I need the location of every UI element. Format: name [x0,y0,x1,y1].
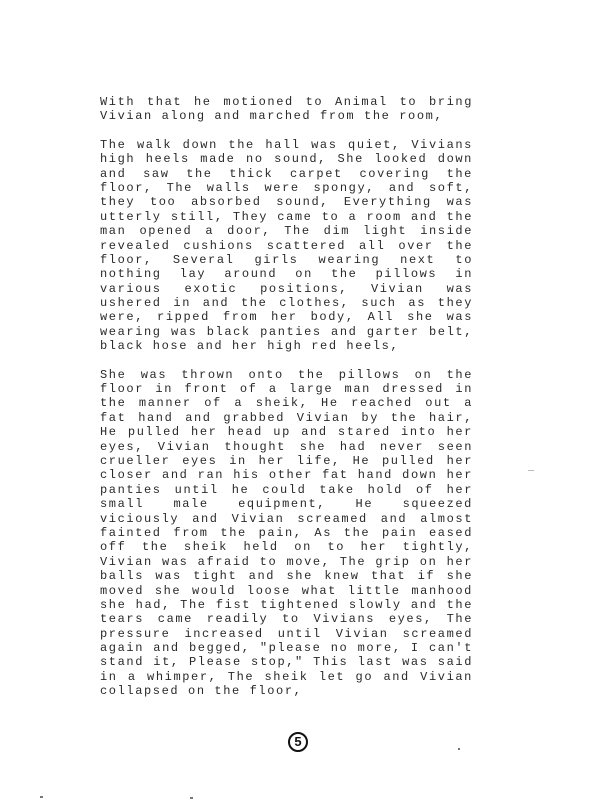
text-line: tears came readily to Vivians eyes, The [100,612,473,627]
text-line: floor, Several girls wearing next to [100,252,473,267]
text-line: high heels made no sound, She looked down [100,152,473,167]
text-line: viciously and Vivian screamed and almost [100,511,473,526]
text-line: again and begged, "please no more, I can't [100,641,473,656]
text-line: eyes, Vivian thought she had never seen [100,439,473,454]
text-line: various exotic positions, Vivian was [100,281,473,296]
text-line: fat hand and grabbed Vivian by the hair, [100,410,473,425]
text-line: she had, The fist tightened slowly and the [100,597,473,612]
paragraph [100,95,473,124]
text-line: stand it, Please stop," This last was said [100,655,473,670]
text-line: and saw the thick carpet covering the [100,166,473,181]
scan-speck [190,797,193,799]
text-line: wearing was black panties and garter belt, [100,324,473,339]
scan-speck [528,470,534,471]
page-number: 5 [288,732,308,752]
text-line: He pulled her head up and stared into her [100,425,473,440]
text-line: in a whimper, The sheik let go and Vivian [100,669,473,684]
text-line: moved she would loose what little manhood [100,583,473,598]
text-line: revealed cushions scattered all over the [100,238,473,253]
document-body [100,95,473,713]
text-line: Vivian along and marched from the room, [100,109,444,124]
text-line: Vivian was afraid to move, The grip on her [100,554,473,569]
paragraph [100,138,473,354]
text-line: man opened a door, The dim light inside [100,224,473,239]
text-line: balls was tight and she knew that if she [100,569,473,584]
text-line: crueller eyes in her life, He pulled her [100,453,473,468]
text-line: floor in front of a large man dressed in [100,382,473,397]
text-line: nothing lay around on the pillows in [100,267,473,282]
text-line: fainted from the pain, As the pain eased [100,525,473,540]
text-line: small male equipment, He squeezed [100,497,473,512]
text-line: the manner of a sheik, He reached out a [100,396,473,411]
text-line: The walk down the hall was quiet, Vivians [100,137,473,152]
text-line: floor, The walls were spongy, and soft, [100,180,473,195]
text-line: were, ripped from her body, All she was [100,310,473,325]
paragraph [100,368,473,699]
text-line: With that he motioned to Animal to bring [100,95,473,109]
text-line: She was thrown onto the pillows on the [100,367,473,382]
text-line: off the sheik held on to her tightly, [100,540,473,555]
scan-speck [40,796,43,798]
text-line: collapsed on the floor, [100,684,303,699]
text-line: they too absorbed sound, Everything was [100,195,473,210]
scan-speck [458,748,460,750]
text-line: black hose and her high red heels, [100,339,400,354]
text-line: utterly still, They came to a room and the [100,209,473,224]
text-line: closer and ran his other fat hand down her [100,468,473,483]
text-line: pressure increased until Vivian screamed [100,626,473,641]
text-line: panties until he could take hold of her [100,482,473,497]
text-line: ushered in and the clothes, such as they [100,296,473,311]
